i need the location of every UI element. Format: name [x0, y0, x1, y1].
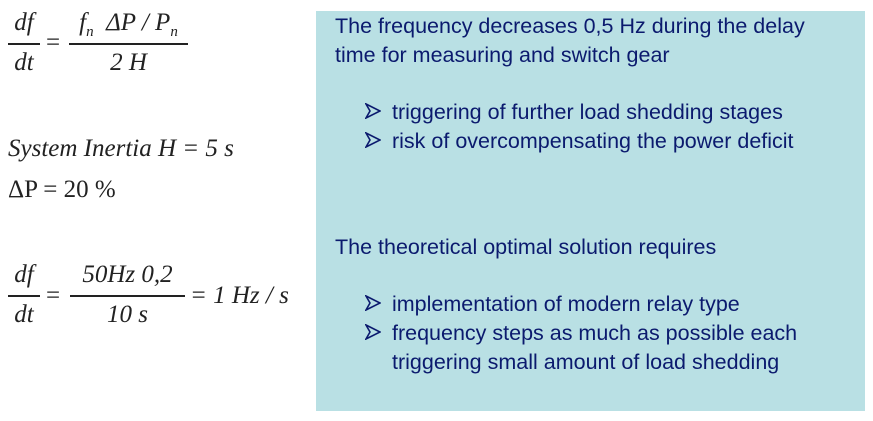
explanation-panel	[316, 11, 865, 411]
formula1-rhs-denominator: 2 H	[110, 49, 147, 76]
formula2-rhs-bar	[70, 295, 185, 297]
formula1-dp-over-p: ΔP / P	[106, 9, 171, 36]
bullet-text: frequency steps as much as possible each	[392, 321, 798, 345]
arrow-bullet-icon	[365, 103, 381, 119]
formula2-equals: =	[46, 282, 61, 309]
arrow-bullet-icon	[365, 324, 381, 340]
formula1-rhs-bar	[69, 43, 188, 45]
formula1-lhs-numerator: df	[14, 9, 34, 36]
formula2-lhs-fraction	[8, 262, 40, 332]
arrow-bullet-icon	[365, 295, 381, 311]
formula2-lhs-bar	[8, 295, 40, 297]
formula1-lhs-denominator: dt	[14, 49, 34, 76]
formula2-lhs-numerator: df	[14, 261, 34, 288]
formula2-result: = 1 Hz / s	[190, 282, 289, 309]
bullet-text-continuation: triggering small amount of load shedding	[392, 350, 780, 374]
bullet-text: triggering of further load shedding stages	[392, 100, 783, 124]
formula1-rhs-numerator	[69, 10, 188, 40]
formula1-pn-sub: n	[170, 24, 178, 40]
formula-rocof-general	[0, 0, 300, 90]
system-inertia-line: System Inertia H = 5 s	[8, 135, 234, 162]
formula-rocof-example	[0, 250, 310, 340]
formula1-lhs-fraction	[8, 10, 40, 80]
formula1-lhs-bar	[8, 43, 40, 45]
delta-p-line: ΔP = 20 %	[8, 176, 116, 203]
bullet-text: implementation of modern relay type	[392, 292, 740, 316]
panel-line-2: time for measuring and switch gear	[335, 43, 670, 67]
formula1-equals: =	[46, 29, 61, 56]
panel-line-3: The theoretical optimal solution requires	[335, 235, 717, 259]
formula2-rhs-numerator: 50Hz 0,2	[82, 261, 173, 288]
formula2-rhs-denominator: 10 s	[107, 301, 148, 328]
bullet-text: risk of overcompensating the power deficit	[392, 129, 794, 153]
formula1-fn-sub: n	[86, 24, 94, 40]
formula1-rhs-fraction	[69, 10, 188, 80]
arrow-bullet-icon	[365, 132, 381, 148]
formula1-fn: f	[79, 9, 87, 36]
panel-line-1: The frequency decreases 0,5 Hz during the delay	[335, 14, 805, 38]
formula2-lhs-denominator: dt	[14, 301, 34, 328]
formula2-rhs-fraction	[70, 262, 185, 332]
